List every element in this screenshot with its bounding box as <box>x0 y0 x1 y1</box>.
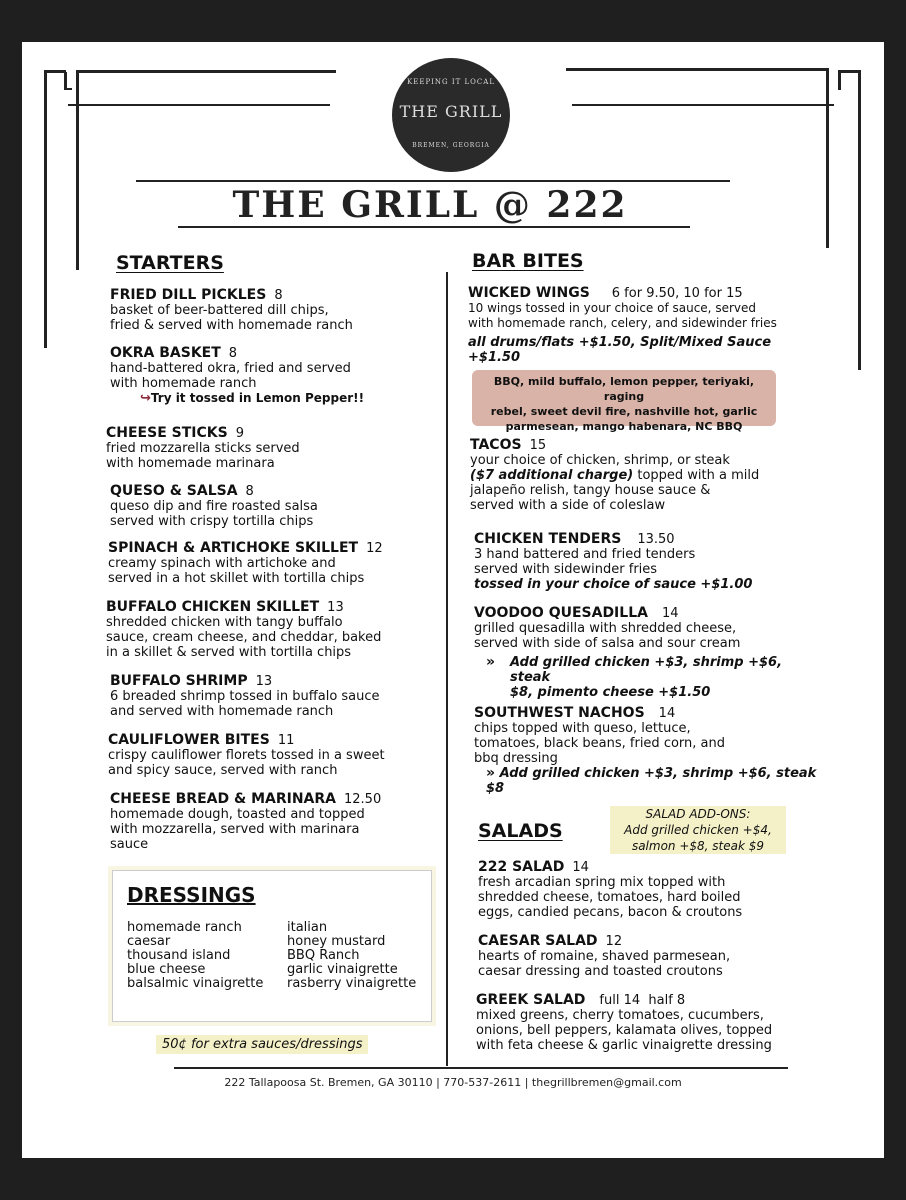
dressings-column <box>287 921 416 991</box>
dressing-option: homemade ranch <box>127 920 242 935</box>
item-desc: chips topped with queso, lettuce, <box>474 721 691 736</box>
item-price: 6 for 9.50, 10 for 15 <box>611 286 743 301</box>
logo-location: BREMEN, GEORGIA <box>412 142 490 149</box>
item-desc: served in a hot skillet with tortilla chips <box>108 571 365 586</box>
item-desc: caesar dressing and toasted croutons <box>478 964 723 979</box>
item-desc: with homemade ranch, celery, and sidewinder fries <box>468 316 777 330</box>
item-price: 15 <box>529 438 547 453</box>
item-desc: shredded cheese, tomatoes, hard boiled <box>478 890 741 905</box>
dressing-option: honey mustard <box>287 934 386 949</box>
item-desc: basket of beer-battered dill chips, <box>110 303 329 318</box>
dressings-box <box>112 870 432 1022</box>
menu-item <box>108 541 428 586</box>
item-desc: with homemade marinara <box>106 456 275 471</box>
item-name: CAULIFLOWER BITES <box>108 732 270 748</box>
item-name: QUESO & SALSA <box>110 483 238 499</box>
item-desc: fresh arcadian spring mix topped with <box>478 875 726 890</box>
frame-line <box>858 70 861 370</box>
frame-line <box>64 88 72 90</box>
item-note: $8, pimento cheese +$1.50 <box>510 685 711 700</box>
menu-item <box>106 600 426 660</box>
double-chevron-icon: » <box>486 765 496 781</box>
salad-addons-title: SALAD ADD-ONS: <box>610 806 786 822</box>
item-desc: grilled quesadilla with shredded cheese, <box>474 621 737 636</box>
item-price: 14 <box>661 606 679 621</box>
item-name: 222 SALAD <box>478 859 565 875</box>
dressing-option: italian <box>287 920 328 935</box>
page-title: THE GRILL @ 222 <box>232 184 628 226</box>
frame-line <box>68 104 330 106</box>
item-desc: served with side of salsa and sour cream <box>474 636 741 651</box>
item-desc: served with sidewinder fries <box>474 562 658 577</box>
menu-item <box>478 934 818 979</box>
item-price: 13.50 <box>637 532 675 547</box>
item-note: all drums/flats +$1.50, Split/Mixed Sauce +$1.50 <box>468 335 772 365</box>
item-desc: sauce, cream cheese, and cheddar, baked <box>106 630 382 645</box>
dressing-option: balsalmic vinaigrette <box>127 976 264 991</box>
menu-item <box>468 286 808 365</box>
item-name: CHEESE BREAD & MARINARA <box>110 791 336 807</box>
item-price: 12.50 <box>344 792 382 807</box>
item-price: 8 <box>228 346 238 361</box>
item-price: 13 <box>327 600 344 615</box>
item-desc: with mozzarella, served with marinara <box>110 822 360 837</box>
item-desc: and served with homemade ranch <box>110 704 334 719</box>
item-name: TACOS <box>470 437 522 453</box>
item-desc: bbq dressing <box>474 751 558 766</box>
logo-tagline: KEEPING IT LOCAL <box>407 78 495 86</box>
item-desc: with homemade ranch <box>110 376 257 391</box>
item-name: BUFFALO CHICKEN SKILLET <box>106 599 320 615</box>
item-name: SPINACH & ARTICHOKE SKILLET <box>108 540 359 556</box>
logo-name: THE GRILL <box>399 102 503 121</box>
item-price: full 14 half 8 <box>599 993 686 1008</box>
item-desc: creamy spinach with artichoke and <box>108 556 336 571</box>
menu-item <box>478 860 818 920</box>
item-price: 11 <box>277 733 295 748</box>
salad-addons-line: salmon +$8, steak $9 <box>610 838 786 854</box>
footer-rule <box>174 1067 788 1069</box>
frame-line <box>566 68 828 71</box>
item-desc: your choice of chicken, shrimp, or steak <box>470 453 730 468</box>
item-price: 12 <box>366 541 383 556</box>
item-price: 8 <box>245 484 254 499</box>
item-price: 14 <box>572 860 589 875</box>
sauce-line: rebel, sweet devil fire, nashville hot, garlic <box>490 405 758 418</box>
item-desc: sauce <box>110 837 149 852</box>
item-name: CAESAR SALAD <box>478 933 598 949</box>
item-desc: served with a side of coleslaw <box>470 498 666 513</box>
item-desc: mixed greens, cherry tomatoes, cucumbers, <box>476 1008 764 1023</box>
dressings-heading: DRESSINGS <box>127 883 256 907</box>
dressings-column <box>127 921 263 991</box>
menu-item <box>470 438 810 513</box>
menu-item <box>110 346 410 406</box>
item-desc: homemade dough, toasted and topped <box>110 807 365 822</box>
item-desc: 10 wings tossed in your choice of sauce, served <box>468 301 756 315</box>
dressing-option: rasberry vinaigrette <box>287 976 417 991</box>
menu-item <box>106 426 406 471</box>
item-name: BUFFALO SHRIMP <box>110 673 248 689</box>
item-desc: crispy cauliflower florets tossed in a sweet <box>108 748 385 763</box>
sauce-line: parmesean, mango habenara, NC BBQ <box>505 420 743 433</box>
sauce-line: BBQ, mild buffalo, lemon pepper, teriyaki, raging <box>493 375 755 403</box>
item-desc: queso dip and fire roasted salsa <box>110 499 318 514</box>
item-price: 13 <box>255 674 273 689</box>
menu-item <box>474 706 824 796</box>
footer-contact: 222 Tallapoosa St. Bremen, GA 30110 | 770-537-2611 | thegrillbremen@gmail.com <box>224 1076 682 1089</box>
salad-addons-line: Add grilled chicken +$4, <box>610 822 786 838</box>
item-desc: jalapeño relish, tangy house sauce & <box>470 483 711 498</box>
item-desc: fried & served with homemade ranch <box>110 318 353 333</box>
arrow-icon: ↪ <box>140 391 151 406</box>
dressing-option: garlic vinaigrette <box>287 962 398 977</box>
item-price: 8 <box>274 288 283 303</box>
item-desc: hand-battered okra, fried and served <box>110 361 351 376</box>
item-price: 12 <box>605 934 623 949</box>
frame-line <box>44 70 66 73</box>
dressing-option: blue cheese <box>127 962 206 977</box>
menu-item <box>110 674 430 719</box>
item-desc: fried mozzarella sticks served <box>106 441 300 456</box>
item-note: » Add grilled chicken +$3, shrimp +$6, steak $8 <box>486 765 817 796</box>
item-name: GREEK SALAD <box>476 992 586 1008</box>
item-desc: ($7 additional charge) topped with a mild <box>470 468 760 483</box>
item-name: OKRA BASKET <box>110 345 221 361</box>
menu-item <box>476 993 816 1053</box>
menu-item <box>474 606 824 700</box>
item-price: 9 <box>235 426 244 441</box>
frame-line <box>838 72 841 90</box>
starters-heading: STARTERS <box>116 252 224 274</box>
item-note: » Add grilled chicken +$3, shrimp +$6, steak <box>486 654 783 685</box>
item-desc: and spicy sauce, served with ranch <box>108 763 338 778</box>
menu-item <box>110 288 410 333</box>
menu-item <box>474 532 804 592</box>
frame-line <box>44 70 47 348</box>
item-desc: with feta cheese & garlic vinaigrette dressing <box>476 1038 772 1053</box>
column-divider <box>446 272 448 1066</box>
bar-bites-heading: BAR BITES <box>472 250 584 272</box>
item-desc: 3 hand battered and fried tenders <box>474 547 696 562</box>
dressing-option: thousand island <box>127 948 231 963</box>
item-price: 14 <box>658 706 676 721</box>
frame-line <box>76 70 336 73</box>
salads-heading: SALADS <box>478 820 563 842</box>
item-note: ↪Try it tossed in Lemon Pepper!! <box>140 391 365 406</box>
item-desc: shredded chicken with tangy buffalo <box>106 615 343 630</box>
frame-line <box>838 70 860 73</box>
item-desc: eggs, candied pecans, bacon & croutons <box>478 905 743 920</box>
menu-item <box>108 733 428 778</box>
item-desc: onions, bell peppers, kalamata olives, topped <box>476 1023 773 1038</box>
sauce-options <box>472 370 776 433</box>
dressing-option: BBQ Ranch <box>287 948 360 963</box>
item-note: tossed in your choice of sauce +$1.00 <box>474 577 753 592</box>
frame-line <box>826 68 829 248</box>
title-rule-top <box>136 180 730 182</box>
dressing-option: caesar <box>127 934 171 949</box>
item-name: FRIED DILL PICKLES <box>110 287 267 303</box>
restaurant-logo <box>392 58 510 172</box>
frame-line <box>572 104 834 106</box>
item-desc: tomatoes, black beans, fried corn, and <box>474 736 725 751</box>
item-name: CHICKEN TENDERS <box>474 531 622 547</box>
double-chevron-icon: » <box>486 654 496 670</box>
frame-line <box>76 70 79 270</box>
extra-sauce-note: 50¢ for extra sauces/dressings <box>156 1035 368 1054</box>
item-name: VOODOO QUESADILLA <box>474 605 648 621</box>
item-name: WICKED WINGS <box>468 285 590 301</box>
item-desc: in a skillet & served with tortilla chips <box>106 645 352 660</box>
item-desc: 6 breaded shrimp tossed in buffalo sauce <box>110 689 380 704</box>
title-rule-bottom <box>178 226 690 228</box>
item-desc: hearts of romaine, shaved parmesean, <box>478 949 731 964</box>
menu-item <box>110 792 430 852</box>
menu-item <box>110 484 410 529</box>
item-desc: served with crispy tortilla chips <box>110 514 314 529</box>
salad-addons <box>610 806 786 854</box>
item-name: SOUTHWEST NACHOS <box>474 705 645 721</box>
item-name: CHEESE STICKS <box>106 425 228 441</box>
